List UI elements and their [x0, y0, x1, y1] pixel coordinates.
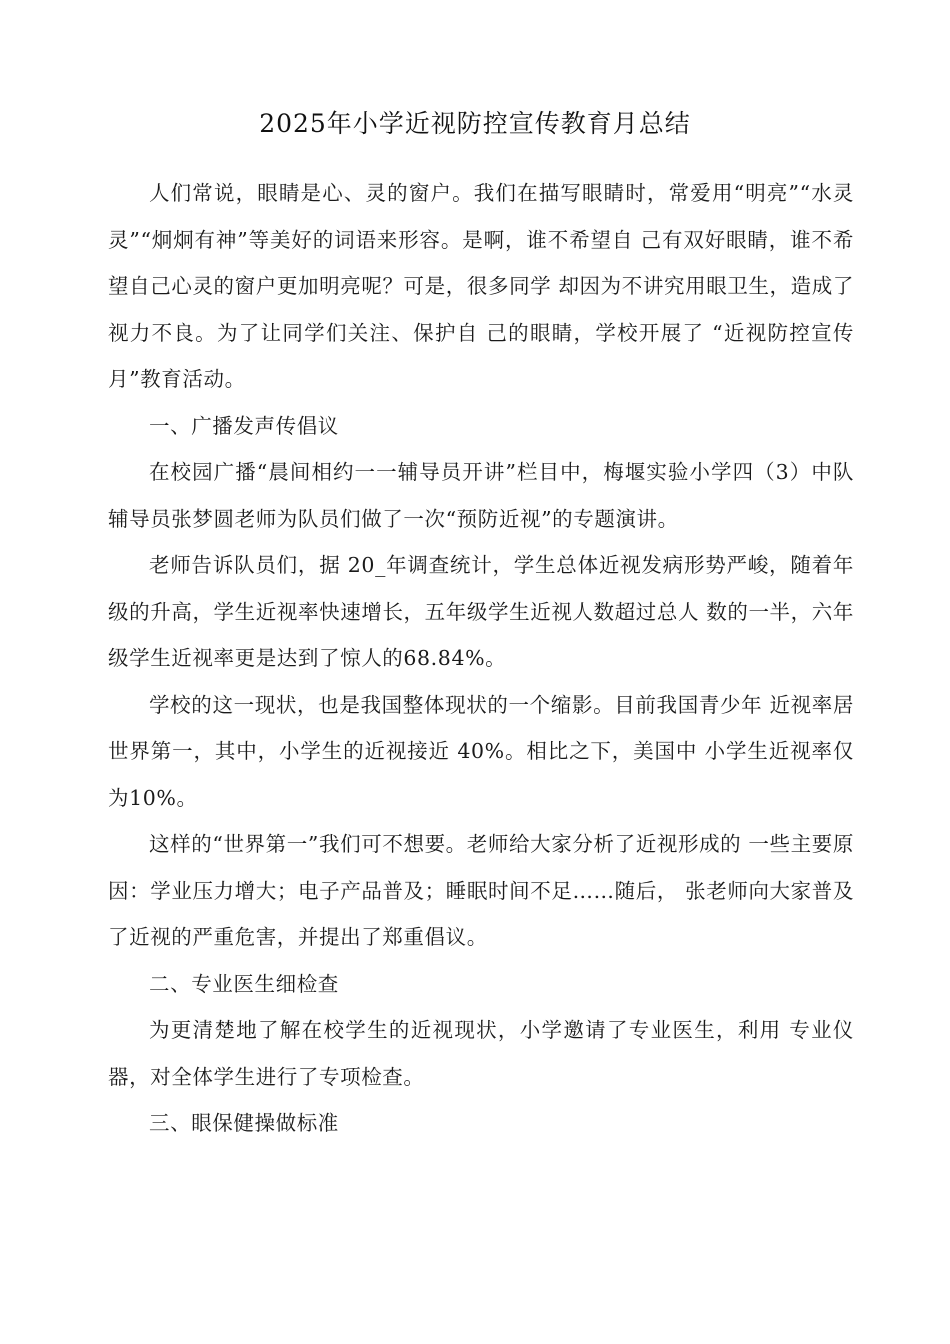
section-heading-eye-exercise: 三、眼保健操做标准 — [149, 1111, 339, 1135]
paragraph-causes: 这样的“世界第一”我们可不想要。老师给大家分析了近视形成的 一些主要原因：学业压力增大；电子产品普及；睡眠时间不足……随后， 张老师向大家普及了近视的严重危害，并提出了郑重倡议。 — [108, 832, 854, 949]
document-title: 2025年小学近视防控宣传教育月总结 — [259, 109, 691, 138]
paragraph-intro: 人们常说，眼睛是心、灵的窗户。我们在描写眼睛时，常爱用“明亮”“水灵灵”“炯炯有神”等美好的词语来形容。是啊，谁不希望自 己有双好眼睛，谁不希望自己心灵的窗户更加明亮呢？可是，很多同学 却因为不讲究用眼卫生，造成了视力不良。为了让同学们关注、保护自 己的眼睛，学校开展了 “近视防控宣传月”教育活动。 — [108, 181, 854, 391]
section-heading-broadcast: 一、广播发声传倡议 — [149, 413, 339, 438]
paragraph-national-status: 学校的这一现状，也是我国整体现状的一个缩影。目前我国青少年 近视率居世界第一，其中，小学生的近视接近 40%。相比之下，美国中 小学生近视率仅为10%。 — [108, 692, 854, 810]
paragraph-checkup: 为更清楚地了解在校学生的近视现状，小学邀请了专业医生，利用 专业仪器，对全体学生进行了专项检查。 — [108, 1018, 854, 1089]
paragraph-statistics: 老师告诉队员们，据 20_年调查统计，学生总体近视发病形势严峻，随着年级的升高，学生近视率快速增长，五年级学生近视人数超过总人 数的一半，六年级学生近视率更是达到了惊人的68.84%。 — [108, 553, 854, 670]
paragraph-broadcast: 在校园广播“晨间相约一一辅导员开讲”栏目中，梅堰实验小学四（3）中队辅导员张梦圆老师为队员们做了一次“预防近视”的专题演讲。 — [108, 460, 854, 531]
section-heading-checkup: 二、专业医生细检查 — [149, 971, 339, 996]
document-body — [108, 170, 854, 1147]
